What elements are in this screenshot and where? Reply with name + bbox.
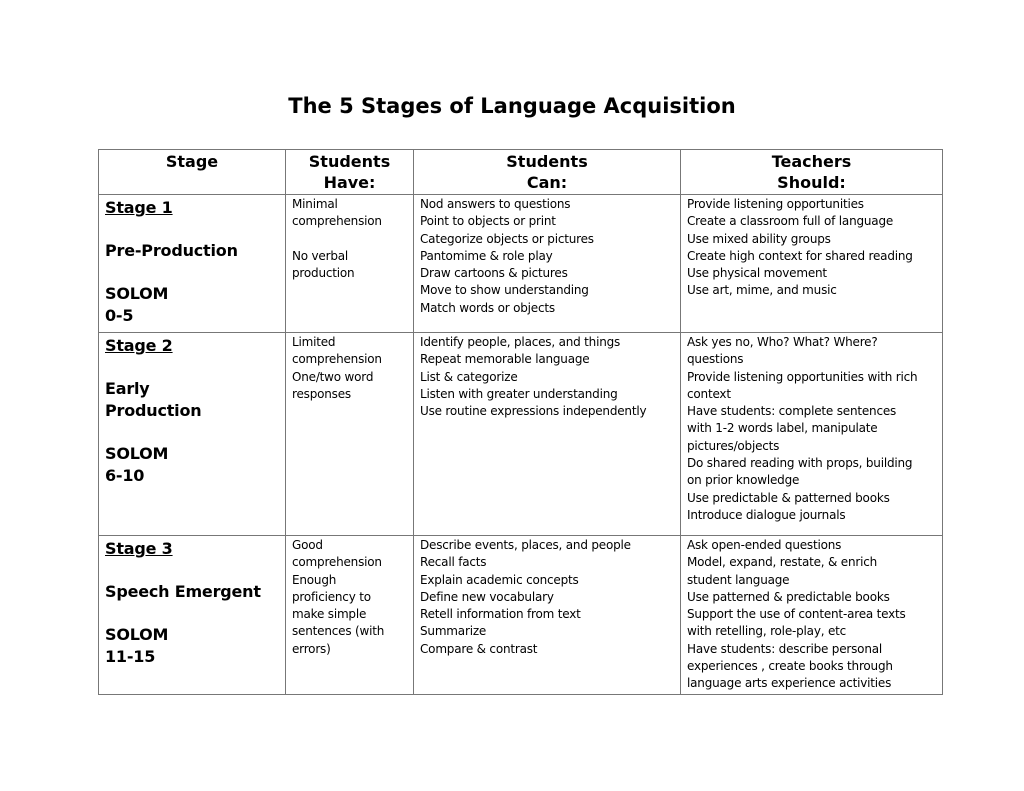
header-line: Students bbox=[308, 152, 391, 171]
cell-line bbox=[292, 231, 407, 248]
cell-stage bbox=[99, 195, 286, 333]
cell-line: Use routine expressions independently bbox=[420, 404, 647, 419]
cell-line: List & categorize bbox=[420, 369, 518, 384]
cell-line: Recall facts bbox=[420, 555, 487, 570]
cell-line: Have students: describe personal bbox=[687, 641, 883, 656]
cell-line: Enough bbox=[292, 572, 337, 587]
cell-line: SOLOM bbox=[105, 284, 169, 304]
cell-line: Early bbox=[105, 379, 150, 399]
cell-line: responses bbox=[292, 386, 351, 401]
header-line: Should: bbox=[777, 173, 846, 192]
table-row bbox=[99, 536, 943, 695]
cell-teachers-should bbox=[681, 536, 943, 695]
cell-line: Use art, mime, and music bbox=[687, 283, 837, 298]
cell-line: Explain academic concepts bbox=[420, 572, 579, 587]
cell-line: Model, expand, restate, & enrich bbox=[687, 555, 878, 570]
cell-line: 6-10 bbox=[105, 465, 145, 485]
table-row bbox=[99, 195, 943, 333]
cell-line: errors) bbox=[292, 641, 331, 656]
cell-students-have bbox=[286, 536, 414, 695]
cell-line: Point to objects or print bbox=[420, 214, 556, 229]
cell-line: questions bbox=[687, 352, 744, 367]
cell-line: Match words or objects bbox=[420, 300, 555, 315]
cell-line bbox=[105, 421, 279, 443]
cell-line: Summarize bbox=[420, 624, 487, 639]
cell-line: Stage 1 bbox=[105, 198, 173, 217]
cell-line bbox=[105, 262, 279, 284]
cell-line: SOLOM bbox=[105, 443, 169, 463]
cell-line: Production bbox=[105, 400, 202, 420]
cell-line: Use physical movement bbox=[687, 266, 827, 281]
cell-line: Create a classroom full of language bbox=[687, 214, 894, 229]
cell-line: No verbal bbox=[292, 248, 349, 263]
header-line: Stage bbox=[165, 152, 219, 171]
cell-line: Pantomime & role play bbox=[420, 248, 553, 263]
cell-stage bbox=[99, 536, 286, 695]
cell-line: Provide listening opportunities with rich bbox=[687, 369, 918, 384]
cell-line: language arts experience activities bbox=[687, 676, 892, 691]
header-students-can bbox=[414, 150, 681, 195]
cell-line bbox=[105, 603, 279, 625]
cell-line: Good bbox=[292, 538, 323, 552]
cell-line: Create high context for shared reading bbox=[687, 248, 913, 263]
cell-line: Ask yes no, Who? What? Where? bbox=[687, 335, 878, 349]
cell-line: pictures/objects bbox=[687, 438, 780, 453]
cell-line: SOLOM bbox=[105, 625, 169, 645]
cell-line: Provide listening opportunities bbox=[687, 197, 864, 211]
cell-line: sentences (with bbox=[292, 624, 385, 639]
cell-line: Retell information from text bbox=[420, 607, 581, 622]
cell-line: 11-15 bbox=[105, 646, 156, 666]
cell-line: Draw cartoons & pictures bbox=[420, 266, 568, 281]
cell-line: Limited bbox=[292, 335, 336, 349]
cell-line bbox=[105, 219, 279, 241]
cell-line: production bbox=[292, 266, 355, 281]
cell-students-can bbox=[414, 333, 681, 536]
cell-line: on prior knowledge bbox=[687, 473, 800, 488]
header-students-have bbox=[286, 150, 414, 195]
cell-line: Describe events, places, and people bbox=[420, 538, 631, 552]
cell-students-can bbox=[414, 195, 681, 333]
cell-teachers-should bbox=[681, 333, 943, 536]
cell-line: Pre-Production bbox=[105, 241, 238, 261]
cell-line: make simple bbox=[292, 607, 367, 622]
cell-line: Move to show understanding bbox=[420, 283, 589, 298]
cell-line: Nod answers to questions bbox=[420, 197, 571, 211]
cell-line: Speech Emergent bbox=[105, 582, 261, 602]
cell-line: context bbox=[687, 386, 731, 401]
table-row bbox=[99, 333, 943, 536]
header-stage bbox=[99, 150, 286, 195]
cell-students-have bbox=[286, 333, 414, 536]
cell-students-have bbox=[286, 195, 414, 333]
stages-table bbox=[98, 149, 943, 695]
cell-students-can bbox=[414, 536, 681, 695]
cell-line: Compare & contrast bbox=[420, 641, 538, 656]
header-teachers-should bbox=[681, 150, 943, 195]
header-line: Have: bbox=[323, 173, 376, 192]
header-line: Can: bbox=[526, 173, 568, 192]
cell-line: Ask open-ended questions bbox=[687, 538, 842, 552]
cell-line: comprehension bbox=[292, 214, 382, 229]
cell-line bbox=[105, 357, 279, 379]
cell-line: Categorize objects or pictures bbox=[420, 231, 594, 246]
cell-line: student language bbox=[687, 572, 790, 587]
cell-teachers-should bbox=[681, 195, 943, 333]
cell-line: 0-5 bbox=[105, 305, 134, 325]
cell-line: Use patterned & predictable books bbox=[687, 589, 890, 604]
cell-line: with 1-2 words label, manipulate bbox=[687, 421, 878, 436]
cell-line: Do shared reading with props, building bbox=[687, 456, 913, 471]
header-line: Students bbox=[506, 152, 588, 171]
cell-line: comprehension bbox=[292, 352, 382, 367]
cell-line: Stage 3 bbox=[105, 539, 173, 558]
cell-stage bbox=[99, 333, 286, 536]
cell-line: Minimal bbox=[292, 197, 338, 211]
cell-line: Use mixed ability groups bbox=[687, 231, 831, 246]
cell-line: Have students: complete sentences bbox=[687, 404, 897, 419]
cell-line: Use predictable & patterned books bbox=[687, 490, 890, 505]
cell-line: with retelling, role-play, etc bbox=[687, 624, 847, 639]
cell-line: Identify people, places, and things bbox=[420, 335, 621, 349]
cell-line: Define new vocabulary bbox=[420, 589, 554, 604]
cell-line: experiences , create books through bbox=[687, 659, 893, 674]
cell-line bbox=[105, 560, 279, 582]
cell-line: Repeat memorable language bbox=[420, 352, 590, 367]
cell-line: proficiency to bbox=[292, 589, 371, 604]
cell-line: One/two word bbox=[292, 369, 374, 384]
cell-line: comprehension bbox=[292, 555, 382, 570]
cell-line: Introduce dialogue journals bbox=[687, 507, 846, 522]
cell-line: Support the use of content-area texts bbox=[687, 607, 906, 622]
header-line: Teachers bbox=[771, 152, 852, 171]
header-row bbox=[99, 150, 943, 195]
document-title: The 5 Stages of Language Acquisition bbox=[288, 94, 736, 118]
cell-line: Listen with greater understanding bbox=[420, 386, 618, 401]
cell-line: Stage 2 bbox=[105, 336, 173, 355]
